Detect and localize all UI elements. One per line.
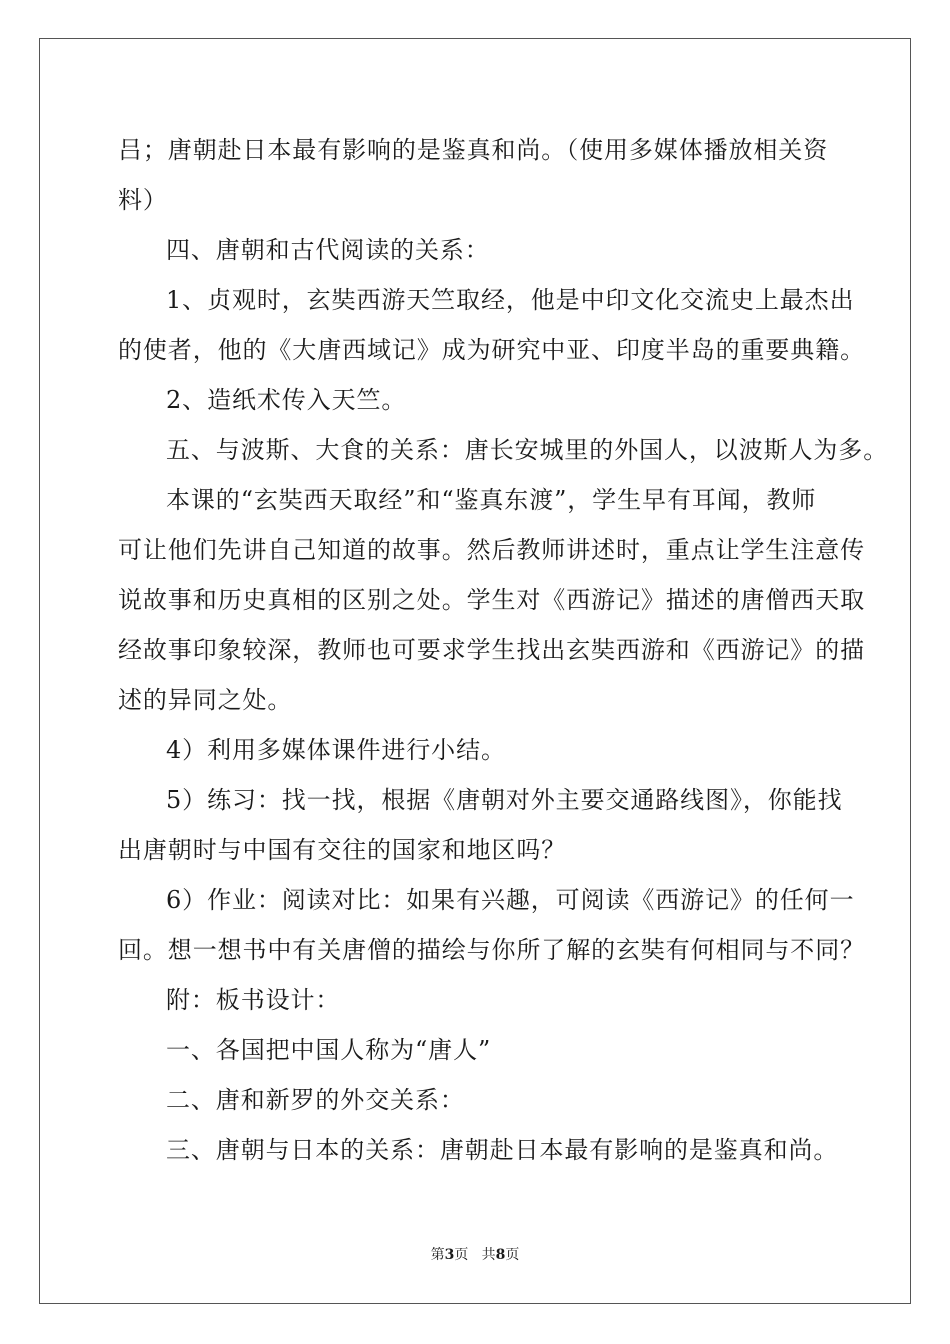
total-label-suffix: 页: [505, 1247, 520, 1263]
text-line: 三、唐朝与日本的关系：唐朝赴日本最有影响的是鉴真和尚。: [166, 1136, 839, 1164]
page-label-prefix: 第: [430, 1247, 445, 1263]
document-body: [118, 126, 889, 1176]
text-line: 出唐朝时与中国有交往的国家和地区吗？: [118, 836, 567, 864]
total-label-prefix: 共: [481, 1247, 496, 1263]
text-line: 5）练习：找一找，根据《唐朝对外主要交通路线图》，你能找: [166, 786, 843, 814]
text-line: 本课的“玄奘西天取经”和“鉴真东渡”，学生早有耳闻，教师: [166, 486, 817, 514]
text-line: 的使者，他的《大唐西域记》成为研究中亚、印度半岛的重要典籍。: [118, 336, 865, 364]
text-line: 五、与波斯、大食的关系：唐长安城里的外国人，以波斯人为多。: [166, 436, 889, 464]
text-line: 经故事印象较深，教师也可要求学生找出玄奘西游和《西游记》的描: [118, 636, 865, 664]
page-number: 3: [444, 1247, 455, 1263]
text-line: 吕；唐朝赴日本最有影响的是鉴真和尚。（使用多媒体播放相关资: [118, 136, 829, 164]
text-line: 四、唐朝和古代阅读的关系：: [166, 236, 490, 264]
text-line: 料）: [118, 186, 168, 214]
text-line: 2、造纸术传入天竺。: [166, 386, 407, 414]
text-line: 二、唐和新罗的外交关系：: [166, 1086, 465, 1114]
text-line: 说故事和历史真相的区别之处。学生对《西游记》描述的唐僧西天取: [118, 586, 865, 614]
text-line: 6）作业：阅读对比：如果有兴趣，可阅读《西游记》的任何一: [166, 886, 855, 914]
page-footer: [0, 1245, 950, 1265]
text-line: 述的异同之处。: [118, 686, 293, 714]
total-pages: 8: [495, 1247, 506, 1263]
text-line: 回。想一想书中有关唐僧的描绘与你所了解的玄奘有何相同与不同？: [118, 936, 865, 964]
text-line: 一、各国把中国人称为“唐人”: [166, 1036, 492, 1064]
page-label-suffix: 页: [454, 1247, 469, 1263]
text-line: 附：板书设计：: [166, 986, 341, 1014]
text-line: 4）利用多媒体课件进行小结。: [166, 736, 506, 764]
text-line: 可让他们先讲自己知道的故事。然后教师讲述时，重点让学生注意传: [118, 536, 865, 564]
text-line: 1、贞观时，玄奘西游天竺取经，他是中印文化交流史上最杰出: [166, 286, 855, 314]
